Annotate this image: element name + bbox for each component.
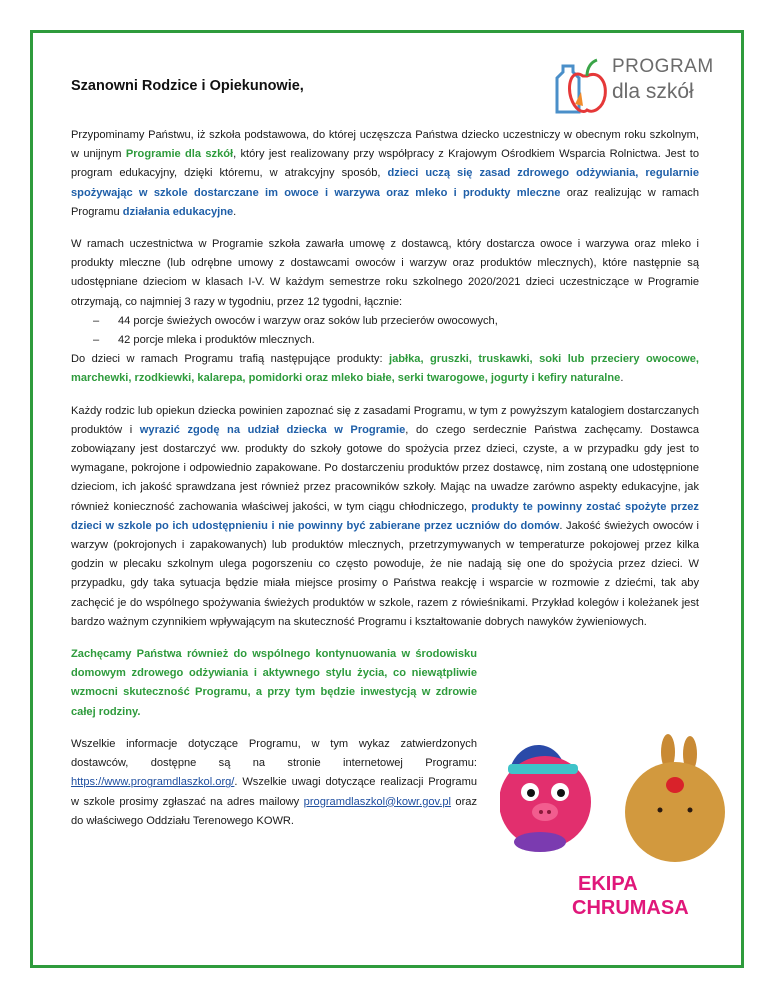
text: oraz do właściwego Oddziału Terenowego KOWR. — [71, 795, 477, 827]
text: Wszelkie informacje dotyczące Programu, w tym wykaz zatwierdzonych dostawców, dostępne są na stronie internetowej Programu: — [71, 737, 477, 770]
text: . Wszelkie uwagi dotyczące realizacji Programu w szkole prosimy zgłaszać na adres mailowy — [71, 776, 477, 808]
mascots-illustration — [500, 730, 726, 930]
text: , który jest realizowany przy współpracy z Krajowym Ośrodkiem Wsparcia Rolnictwa. Jest to program edukacyjny, dzięki któremu, w atrakcyjny sposób, — [71, 148, 699, 180]
highlight-program-name: Programie dla szkół — [125, 148, 234, 161]
text: oraz realizując w ramach Programu — [71, 186, 699, 218]
highlight-healthy-eating: dzieci uczą się zasad zdrowego odżywiania, regularnie spożywając w szkole dostarczane im owoce i warzywa oraz mleko i produkty mleczne — [71, 167, 699, 199]
text: . Jakość świeżych owoców i warzyw (pokrojonych i zapakowanych) lub produktów mlecznych, przetrzymywanych w temperaturze pokojowej przez kilka godzin w plecaku szkolnym ulega pogorszeniu co często powoduje, że nie nadają się one do spożycia przez dzieci. W przypadku, gdy taka sytuacja będzie miała miejsce prosimy o Państwa reakcję i wsparcie w rozmowie z dziećmi, tak aby zachęcić je do wspólnego spożywania świeżych produktów w szkole, razem z rówieśnikami. Przykład kolegów i koleżanek jest bardzo ważnym czynnikiem wpływającym na skuteczność Programu i kształtowanie dobrych nawyków żywieniowych. — [71, 519, 699, 628]
portion-list — [71, 312, 699, 350]
program-logo — [553, 48, 723, 118]
text: . — [620, 372, 624, 385]
text: Przypominamy Państwu, iż szkoła podstawowa, do której uczęszcza Państwa dziecko uczestniczy w obecnym roku szkolnym, w unijnym — [71, 129, 699, 161]
ekipa-wordmark-line2: CHRUMASA — [572, 897, 689, 919]
paragraph-products — [71, 350, 699, 388]
list-item — [71, 312, 699, 331]
letter-body — [71, 126, 699, 831]
ekipa-wordmark-line1: EKIPA — [578, 873, 638, 895]
mascot-characters-icon — [500, 730, 726, 930]
text: , do czego serdecznie Państwa zachęcamy. Dostawca zobowiązany jest dostarczyć ww. produkty do szkoły gotowe do spożycia przez dzieci, czyste, a w przypadku gdy jest to wymagane, pokrojone i odpowiednio zapakowane. Po dostarczeniu produktów przez dostawcę, nim zostaną one udostępnione dzieciom, ich jakość sprawdzana jest również przez pracowników szkoły. Mając na uwadze zarówno aspekty edukacyjne, jak również konieczność zachowania właściwej jakości, w tym ciągu chłodniczego, — [71, 423, 699, 513]
logo-text-dla-szkol: dla szkół — [612, 80, 694, 103]
dash-bullet: – — [93, 314, 100, 327]
contact-email-link[interactable]: programdlaszkol@kowr.gov.pl — [303, 795, 451, 808]
greeting-heading: Szanowni Rodzice i Opiekunowie, — [71, 78, 304, 94]
list-item-text: 42 porcje mleka i produktów mlecznych. — [118, 334, 315, 347]
highlight-education: działania edukacyjne — [122, 205, 234, 218]
dash-bullet: – — [93, 334, 100, 347]
paragraph-participation — [71, 235, 699, 312]
paragraph-intro — [71, 126, 699, 222]
text: Do dzieci w ramach Programu trafią następujące produkty: — [71, 353, 389, 366]
text: . — [233, 205, 237, 218]
highlight-consent: wyrazić zgodę na udział dziecka w Programie — [139, 423, 406, 436]
highlight-products: jabłka, gruszki, truskawki, soki lub przeciery owocowe, marchewki, rzodkiewki, kalarepa, pomidorki oraz mleko białe, serki twarogowe, jogurty i kefiry naturalne — [71, 353, 699, 385]
program-website-link[interactable]: https://www.programdlaszkol.org/ — [71, 776, 235, 789]
highlight-eat-at-school: produkty te powinny zostać spożyte przez dzieci w szkole po ich udostępnieniu i nie powinny być zabierane przez uczniów do domów — [71, 500, 699, 532]
list-item-text: 44 porcje świeżych owoców i warzyw oraz soków lub przecierów owocowych, — [118, 314, 498, 327]
logo-text-program: PROGRAM — [612, 56, 714, 77]
paragraph-encouragement: Zachęcamy Państwa również do wspólnego kontynuowania w środowisku domowym zdrowego odżywiania i aktywnego stylu życia, co niewątpliwie wzmocni skuteczność Programu, a przy tym będzie inwestycją w zdrowie całej rodziny. — [71, 648, 477, 718]
text: Każdy rodzic lub opiekun dziecka powinien zapoznać się z zasadami Programu, w tym z powyższym katalogiem dostarczanych produktów i — [71, 404, 699, 436]
paragraph-contact — [71, 735, 477, 831]
text: W ramach uczestnictwa w Programie szkoła zawarła umowę z dostawcą, który dostarcza owoce i warzywa oraz mleko i produkty mleczne (lub odrębne umowy z dostawcami owoców i warzyw oraz produktów mlecznych), które następnie są udostępniane dzieciom w klasach I-V. W każdym semestrze roku szkolnego 2020/2021 dzieci uczestniczące w Programie otrzymają, co najmniej 3 razy w tygodniu, przez 12 tygodni, łącznie: — [71, 238, 699, 308]
apple-bottle-icon — [553, 48, 613, 118]
list-item — [71, 331, 699, 350]
paragraph-rules — [71, 402, 699, 632]
